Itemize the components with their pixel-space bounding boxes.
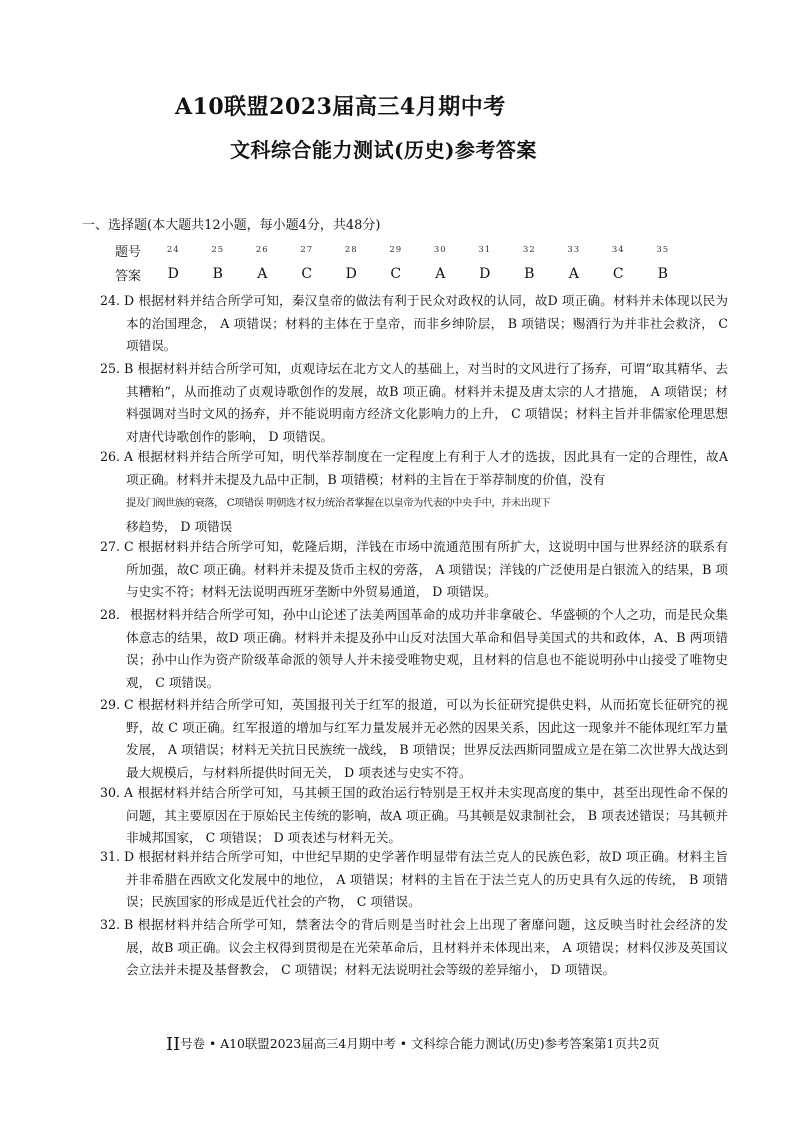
answer-letter: C bbox=[612, 266, 624, 282]
explanation-number: 26. A bbox=[100, 449, 134, 464]
answer-row bbox=[115, 262, 685, 286]
explanation-number: 32. B bbox=[100, 917, 134, 932]
answer-letter: D bbox=[345, 266, 357, 282]
question-number: 32 bbox=[522, 245, 536, 255]
explanation-item-29 bbox=[100, 694, 728, 784]
question-number: 34 bbox=[611, 245, 625, 255]
explanation-number: 27. C bbox=[100, 539, 134, 554]
explanation-item-28 bbox=[100, 604, 728, 694]
explanation-text: 根据材料并结合所学可知，中世纪早期的史学著作明显带有法兰克人的民族色彩，故D 项正确。材料主旨并非希腊在西欧文化发展中的地位， A 项错误；材料的主旨在于法兰克人的历史具有久远的传统， B 项错误；民族国家的形成是近代社会的产物， C 项错误。 bbox=[126, 849, 728, 909]
explanation-text: 根据材料并结合所学可知，马其顿王国的政治运行特别是王权并未实现高度的集中，甚至出现性命不保的问题，其主要原因在于原始民主传统的影响，故A 项正确。马其顿是奴隶制社会， B 项表述错误；马其顿并非城邦国家， C 项错误； D 项表述与材料无关。 bbox=[126, 785, 728, 845]
explanation-item-24 bbox=[100, 290, 728, 358]
answer-letter: D bbox=[479, 266, 491, 282]
explanation-item-26 bbox=[100, 446, 728, 538]
question-number-label: 题号 bbox=[115, 244, 142, 260]
answer-key-table bbox=[115, 238, 685, 286]
explanation-number: 31. D bbox=[100, 849, 135, 864]
question-number: 30 bbox=[433, 245, 447, 255]
explanation-text: 根据材料并结合所学可知，乾隆后期，洋钱在市场中流通范围有所扩大，这说明中国与世界经济的联系有所加强，故C 项正确。材料并未提及货币主权的旁落， A 项错误；洋钱的广泛使用是白银流入的结果，B 项与史实不符；材料无法说明西班牙垄断中外贸易通道， D 项错误。 bbox=[126, 539, 728, 599]
footer-volume-mark: II bbox=[166, 1034, 181, 1055]
answer-letter: A bbox=[568, 266, 579, 282]
explanation-number: 29. C bbox=[100, 697, 134, 712]
answer-letter: A bbox=[257, 266, 268, 282]
explanation-number: 24. D bbox=[100, 293, 135, 308]
question-number: 31 bbox=[478, 245, 492, 255]
explanation-number: 30. A bbox=[100, 785, 134, 800]
question-number: 24 bbox=[166, 245, 180, 255]
explanation-text-tail: 移趋势， D 项错误 bbox=[126, 518, 233, 534]
answer-letter: D bbox=[167, 266, 179, 282]
page-footer bbox=[166, 1034, 660, 1055]
question-number: 35 bbox=[656, 245, 670, 255]
answer-letter: C bbox=[390, 266, 402, 282]
document-subtitle: 文科综合能力测试(历史)参考答案 bbox=[230, 138, 537, 162]
explanation-text: 根据材料并结合所学可知，禁奢法令的背后则是当时社会上出现了奢靡问题，这反映当时社会经济的发展，故B 项正确。议会主权得到贯彻是在光荣革命后，且材料并未体现出来， A 项错误；材料仅涉及英国议会立法并未提及基督教会， C 项错误；材料无法说明社会等级的差异缩小， D 项错误。 bbox=[126, 917, 728, 977]
explanation-text: 根据材料并结合所学可知，孙中山论述了法美两国革命的成功并非拿破仑、华盛顿的个人之功，而是民众集体意志的结果，故D 项正确。材料并未提及孙中山反对法国大革命和倡导美国式的共和政体，A、B 两项错误；孙中山作为资产阶级革命派的领导人并未接受唯物史观，且材料的信息也不能说明孙中山接受了唯物史观， C 项错误。 bbox=[126, 607, 728, 690]
question-number: 25 bbox=[211, 245, 225, 255]
explanation-number: 28. bbox=[100, 607, 121, 622]
question-number: 27 bbox=[300, 245, 314, 255]
answer-letter: B bbox=[212, 266, 223, 282]
question-number: 33 bbox=[567, 245, 581, 255]
explanation-text: 根据材料并结合所学可知，明代举荐制度在一定程度上有利于人才的选拔，因此具有一定的合理性，故A 项正确。材料并未提及九品中正制，B 项错模；材料的主旨在于举荐制度的价值，没有 bbox=[126, 449, 728, 487]
explanation-number: 25. B bbox=[100, 361, 134, 376]
explanation-text: 根据材料并结合所学可知，贞观诗坛在北方文人的基础上，对当时的文风进行了扬弃，可谓“取其精华、去其糟粕”，从而推动了贞观诗歌创作的发展，故B 项正确。材料并未提及唐太宗的人才措施， A 项错误；材料强调对当时文风的扬弃，并不能说明南方经济文化影响力的上升， C 项错误；材料主旨并非儒家伦理思想对唐代诗歌创作的影响， D 项错误。 bbox=[126, 361, 728, 444]
explanation-item-27 bbox=[100, 536, 728, 604]
answer-letter: B bbox=[524, 266, 535, 282]
question-number-row bbox=[115, 238, 685, 262]
section-title: 一、选择题(本大题共12小题，每小题4分，共48分) bbox=[82, 218, 381, 233]
answer-letter: C bbox=[301, 266, 313, 282]
explanation-item-31 bbox=[100, 846, 728, 914]
question-number: 26 bbox=[255, 245, 269, 255]
question-number: 28 bbox=[344, 245, 358, 255]
explanation-item-32 bbox=[100, 914, 728, 982]
question-number: 29 bbox=[389, 245, 403, 255]
answer-letter: A bbox=[435, 266, 446, 282]
document-title: A10联盟2023届高三4月期中考 bbox=[175, 94, 506, 120]
explanation-text: 根据材料并结合所学可知，秦汉皇帝的做法有利于民众对政权的认同，故D 项正确。材料并未体现以民为本的治国理念， A 项错误；材料的主体在于皇帝，而非乡绅阶层， B 项错误；赐酒行为并非社会救济， C 项错误。 bbox=[126, 293, 728, 353]
explanation-item-30 bbox=[100, 782, 728, 850]
explanation-text-compressed: 提及门阀世族的衰落， C项错误 明朝选才权力统治者掌握在以皇帝为代表的中央手中，并未出现下 bbox=[126, 498, 551, 509]
explanation-text: 根据材料并结合所学可知，英国报刊关于红军的报道，可以为长征研究提供史料，从而拓宽长征研究的视野，故 C 项正确。红军报道的增加与红军力量发展并无必然的因果关系，因此这一现象并不能体现红军力量发展， A 项错误；材料无关抗日民族统一战线， B 项错误；世界反法西斯同盟成立是在第二次世界大战达到最大规模后，与材料所提供时间无关， D 项表述与史实不符。 bbox=[126, 697, 728, 780]
explanation-item-25 bbox=[100, 358, 728, 448]
answer-label: 答案 bbox=[115, 268, 142, 284]
answer-letter: B bbox=[657, 266, 668, 282]
footer-text: 号卷 • A10联盟2023届高三4月期中考 • 文科综合能力测试(历史)参考答案第1页共2页 bbox=[180, 1036, 660, 1051]
